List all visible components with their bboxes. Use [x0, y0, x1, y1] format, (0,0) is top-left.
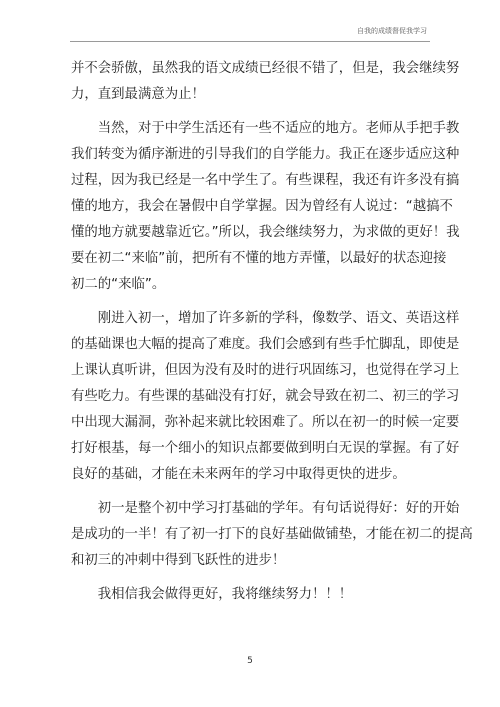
text-line: 我们转变为循序渐进的引导我们的自学能力。我正在逐步适应这种 [71, 147, 460, 162]
text-line: 当然，对于中学生活还有一些不适应的地方。老师从手把手教 [71, 121, 460, 136]
header-divider [70, 41, 430, 42]
text-line: 并不会骄傲，虽然我的语文成绩已经很不错了，但是，我会继续努 [71, 61, 460, 76]
paragraph-gap [71, 488, 433, 496]
text-line: 我相信我会做得更好，我将继续努力！！！ [71, 587, 353, 602]
paragraph-gap [71, 108, 433, 116]
text-line: 打好根基，每一个细小的知识点都要做到明白无误的掌握。有了好 [71, 441, 460, 456]
text-line: 上课认真听讲，但因为没有及时的进行巩固练习，也觉得在学习上 [71, 363, 460, 378]
paragraph-gap [71, 574, 433, 582]
text-line: 良好的基础，才能在未来两年的学习中取得更快的进步。 [71, 467, 406, 482]
text-line: 初二的“来临”。 [71, 277, 166, 292]
text-line: 和初三的冲刺中得到飞跃性的进步！ [71, 553, 286, 568]
document-body [71, 56, 473, 608]
text-line: 是成功的一半！有了初一打下的良好基础做铺垫，才能在初二的提高 [71, 527, 473, 542]
text-line: 力，直到最满意为止！ [71, 87, 205, 102]
text-line: 有些吃力。有些课的基础没有打好，就会导致在初二、初三的学习 [71, 389, 460, 404]
text-line: 过程，因为我已经是一名中学生了。有些课程，我还有许多没有搞 [71, 173, 460, 188]
text-line: 中出现大漏洞，弥补起来就比较困难了。所以在初一的时候一定要 [71, 415, 460, 430]
text-line: 懂的地方，我会在暑假中自学掌握。因为曾经有人说过：“越搞不 [71, 199, 453, 214]
text-line: 要在初二“来临”前，把所有不懂的地方弄懂，以最好的状态迎接 [71, 251, 447, 266]
text-line: 初一是整个初中学习打基础的学年。有句话说得好：好的开始 [71, 501, 460, 516]
paragraph-gap [71, 298, 433, 306]
running-header: 自我的成绩督促我学习 [357, 27, 427, 35]
text-line: 刚进入初一，增加了许多新的学科，像数学、语文、英语这样 [71, 311, 460, 326]
text-line: 懂的地方就要越靠近它。”所以，我会继续努力，为求做的更好！我 [71, 225, 460, 240]
page-number: 5 [247, 656, 253, 666]
text-line: 的基础课也大幅的提高了难度。我们会感到有些手忙脚乱，即使是 [71, 337, 460, 352]
